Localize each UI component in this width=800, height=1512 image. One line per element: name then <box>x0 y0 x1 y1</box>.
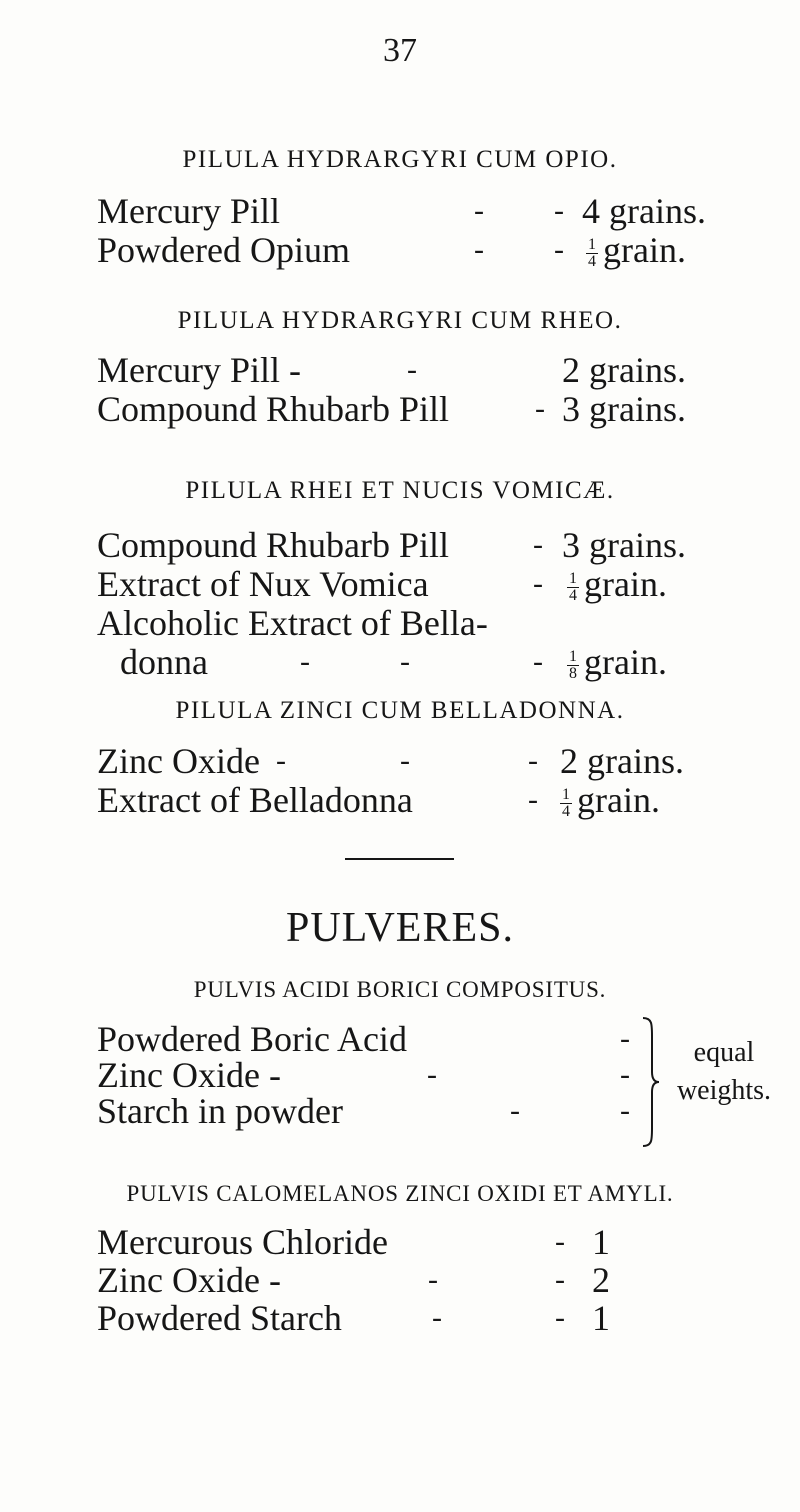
ingredient-name: Mercury Pill - <box>97 350 301 390</box>
ingredient-name: Mercurous Chloride <box>97 1222 388 1262</box>
ingredient-quantity-line <box>567 641 667 683</box>
leader-dash: - <box>620 1058 630 1091</box>
leader-dash: - <box>407 353 417 386</box>
leader-dash: - <box>528 744 538 777</box>
ingredient-quantity: grain. <box>603 230 686 270</box>
ingredient-name: Zinc Oxide <box>97 741 260 781</box>
leader-dash: - <box>554 194 564 227</box>
ingredient-quantity: grain. <box>577 780 660 820</box>
ingredient-quantity-line <box>586 229 686 271</box>
ingredient-quantity: grain. <box>584 642 667 682</box>
leader-dash: - <box>427 1058 437 1091</box>
fraction-numerator: 1 <box>588 236 596 254</box>
ingredient-name: Alcoholic Extract of Bella- <box>97 603 488 643</box>
fraction-numerator: 1 <box>569 570 577 588</box>
leader-dash: - <box>555 1225 565 1258</box>
leader-dash: - <box>428 1263 438 1296</box>
ingredient-name: donna <box>120 642 208 682</box>
ingredient-quantity: 2 grains. <box>562 350 686 390</box>
ingredient-quantity: 2 <box>592 1260 610 1300</box>
leader-dash: - <box>554 233 564 266</box>
leader-dash: - <box>300 645 310 678</box>
leader-dash: - <box>400 645 410 678</box>
leader-dash: - <box>555 1263 565 1296</box>
fraction <box>560 787 572 820</box>
section-title-rhei: PILULA RHEI ET NUCIS VOMICÆ. <box>185 477 615 504</box>
ingredient-quantity: 4 grains. <box>582 191 706 231</box>
section-divider <box>345 858 454 860</box>
section-title-opio: PILULA HYDRARGYRI CUM OPIO. <box>182 146 618 173</box>
ingredient-name: Zinc Oxide - <box>97 1055 281 1095</box>
ingredient-quantity: 2 grains. <box>560 741 684 781</box>
fraction-denominator: 8 <box>569 665 577 683</box>
leader-dash: - <box>510 1094 520 1127</box>
section-title-rheo: PILULA HYDRARGYRI CUM RHEO. <box>177 307 623 334</box>
ingredient-name: Mercury Pill <box>97 191 280 231</box>
fraction-denominator: 4 <box>588 253 596 271</box>
ingredient-quantity-line <box>560 779 660 821</box>
fraction <box>567 649 579 682</box>
ingredient-name: Compound Rhubarb Pill <box>97 389 450 429</box>
ingredient-name: Compound Rhubarb Pill <box>97 525 450 565</box>
ingredient-name: Zinc Oxide - <box>97 1260 281 1300</box>
leader-dash: - <box>533 645 543 678</box>
equal-weights-note: equal weights. <box>676 1037 772 1106</box>
fraction <box>567 571 579 604</box>
leader-dash: - <box>276 744 286 777</box>
leader-dash: - <box>528 783 538 816</box>
fraction <box>586 237 598 270</box>
ingredient-quantity: 1 <box>592 1222 610 1262</box>
leader-dash: - <box>535 392 545 425</box>
page-number: 37 <box>383 32 417 69</box>
chapter-heading: PULVERES. <box>285 905 514 951</box>
ingredient-quantity: 1 <box>592 1298 610 1338</box>
leader-dash: - <box>533 528 543 561</box>
leader-dash: - <box>533 567 543 600</box>
section-title-borici: PULVIS ACIDI BORICI COMPOSITUS. <box>193 977 607 1002</box>
ingredient-quantity-line <box>567 563 667 605</box>
fraction-numerator: 1 <box>562 786 570 804</box>
ingredient-name: Powdered Starch <box>97 1298 342 1338</box>
ingredient-quantity: 3 grains. <box>562 525 686 565</box>
ingredient-quantity: grain. <box>584 564 667 604</box>
leader-dash: - <box>620 1094 630 1127</box>
right-brace <box>641 1016 661 1148</box>
ingredient-quantity: 3 grains. <box>562 389 686 429</box>
section-title-zinci: PILULA ZINCI CUM BELLADONNA. <box>175 697 625 724</box>
ingredient-name: Starch in powder <box>97 1091 343 1131</box>
leader-dash: - <box>620 1022 630 1055</box>
leader-dash: - <box>474 233 484 266</box>
fraction-numerator: 1 <box>569 648 577 666</box>
ingredient-name: Extract of Nux Vomica <box>97 564 429 604</box>
leader-dash: - <box>474 194 484 227</box>
ingredient-name: Powdered Opium <box>97 230 350 270</box>
section-title-calomelanos: PULVIS CALOMELANOS ZINCI OXIDI ET AMYLI. <box>126 1181 674 1206</box>
leader-dash: - <box>400 744 410 777</box>
ingredient-name: Powdered Boric Acid <box>97 1019 407 1059</box>
ingredient-name: Extract of Belladonna <box>97 780 413 820</box>
fraction-denominator: 4 <box>562 803 570 821</box>
leader-dash: - <box>432 1301 442 1334</box>
leader-dash: - <box>555 1301 565 1334</box>
fraction-denominator: 4 <box>569 587 577 605</box>
